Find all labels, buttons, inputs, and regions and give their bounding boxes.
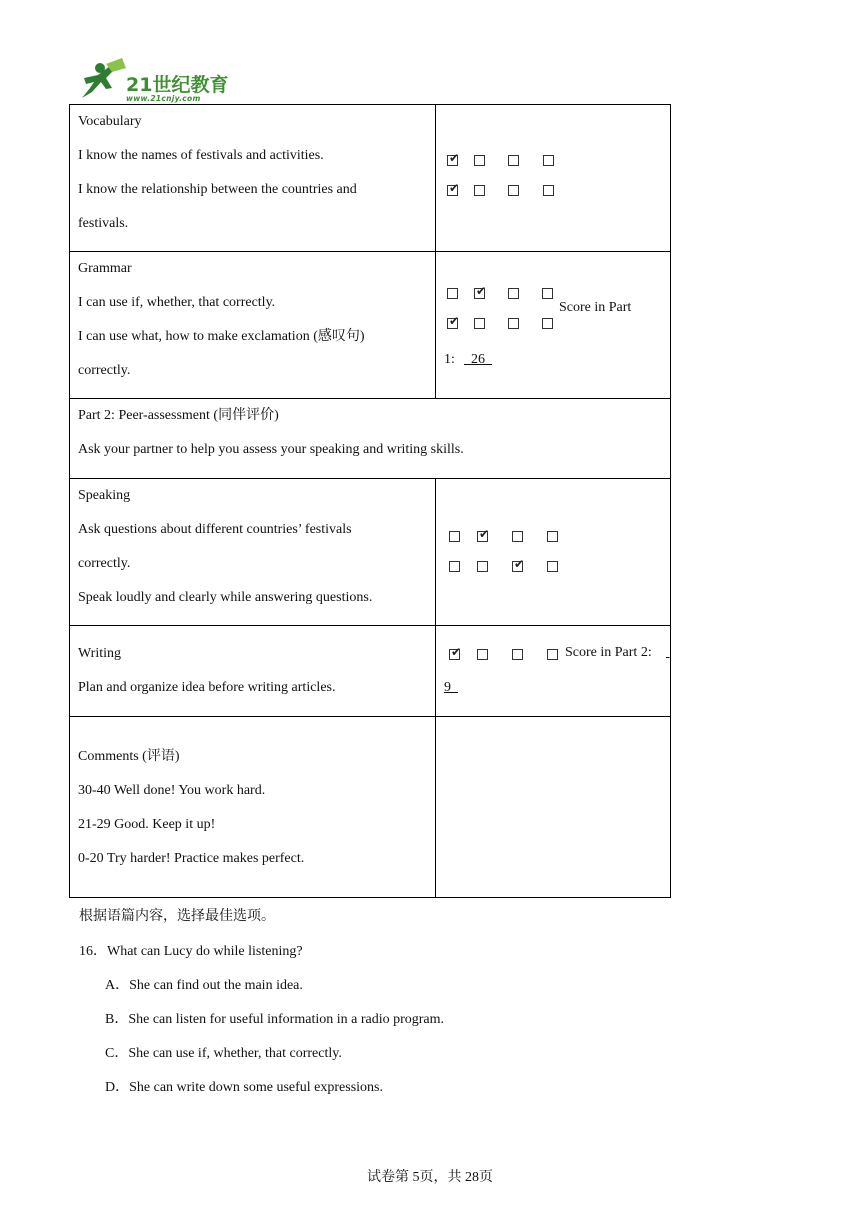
empty-checkbox[interactable] xyxy=(477,649,488,660)
option-c[interactable]: C．She can use if, whether, that correctly. xyxy=(105,1046,342,1061)
grammar-item-2: I can use what, how to make exclamation (感叹句) xyxy=(78,329,365,344)
speaking-item-1: Ask questions about different countries’ festivals xyxy=(78,522,352,537)
vocabulary-item-2: I know the relationship between the countries and xyxy=(78,182,357,197)
empty-checkbox[interactable] xyxy=(542,288,553,299)
option-d[interactable]: D．She can write down some useful expressions. xyxy=(105,1080,384,1095)
empty-checkbox[interactable] xyxy=(474,318,485,329)
checked-checkbox[interactable] xyxy=(474,284,487,299)
vocabulary-heading: Vocabulary xyxy=(78,114,142,129)
score-part2-blank xyxy=(666,645,670,661)
empty-checkbox[interactable] xyxy=(512,649,523,660)
comment-mid: 21-29 Good. Keep it up! xyxy=(78,817,216,832)
grammar-item-1: I can use if, whether, that correctly. xyxy=(78,295,276,310)
checkmark-icon: ✔ xyxy=(451,645,462,659)
empty-checkbox[interactable] xyxy=(508,288,519,299)
grammar-row xyxy=(70,252,671,399)
speaking-item-2: Speak loudly and clearly while answering questions. xyxy=(78,590,373,605)
empty-checkbox[interactable] xyxy=(508,318,519,329)
speaking-heading: Speaking xyxy=(78,488,131,503)
empty-checkbox[interactable] xyxy=(508,185,519,196)
vocabulary-item-2-cont: festivals. xyxy=(78,216,129,231)
grammar-rating-cell xyxy=(436,252,671,399)
grammar-heading: Grammar xyxy=(78,261,132,276)
checkmark-icon: ✔ xyxy=(476,284,487,298)
checkmark-icon: ✔ xyxy=(514,557,525,571)
empty-checkbox[interactable] xyxy=(477,561,488,572)
part2-instruction: Ask your partner to help you assess your speaking and writing skills. xyxy=(78,442,464,457)
checkmark-icon: ✔ xyxy=(449,181,460,195)
part2-row xyxy=(70,399,671,479)
writing-rating-cell xyxy=(436,626,671,717)
vocabulary-rating-cell xyxy=(436,105,671,252)
score-part1-value: 26 xyxy=(471,352,485,367)
logo xyxy=(76,58,246,104)
runner-logo-icon xyxy=(76,58,128,104)
comments-blank-cell xyxy=(436,717,671,898)
assessment-table xyxy=(69,104,671,898)
vocabulary-cell xyxy=(70,105,436,252)
comment-high: 30-40 Well done! You work hard. xyxy=(78,783,266,798)
speaking-rating-cell xyxy=(436,479,671,626)
speaking-cell xyxy=(70,479,436,626)
speaking-item-1-cont: correctly. xyxy=(78,556,131,571)
writing-row xyxy=(70,626,671,717)
vocabulary-item-1: I know the names of festivals and activities. xyxy=(78,148,324,163)
score-part2-label: Score in Part 2: xyxy=(565,645,652,660)
checkmark-icon: ✔ xyxy=(449,151,460,165)
checked-checkbox[interactable] xyxy=(447,181,460,196)
question-stem: 16．What can Lucy do while listening? xyxy=(79,944,303,959)
empty-checkbox[interactable] xyxy=(543,155,554,166)
empty-checkbox[interactable] xyxy=(547,561,558,572)
grammar-item-2-cont: correctly. xyxy=(78,363,131,378)
option-b[interactable]: B．She can listen for useful information in a radio program. xyxy=(105,1012,445,1027)
score-part1-prefix: 1: xyxy=(444,352,455,367)
grammar-cell xyxy=(70,252,436,399)
speaking-row xyxy=(70,479,671,626)
part2-cell xyxy=(70,399,671,479)
section-instruction: 根据语篇内容，选择最佳选项。 xyxy=(79,909,275,924)
comments-heading: Comments (评语) xyxy=(78,749,180,764)
checked-checkbox[interactable] xyxy=(447,151,460,166)
empty-checkbox[interactable] xyxy=(449,531,460,542)
score-part2-value: 9 xyxy=(444,680,451,695)
page-footer: 试卷第 5页，共 28页 xyxy=(367,1170,493,1185)
empty-checkbox[interactable] xyxy=(547,649,558,660)
logo-url-text: www.21cnjy.com xyxy=(126,94,201,103)
empty-checkbox[interactable] xyxy=(512,531,523,542)
option-a[interactable]: A．She can find out the main idea. xyxy=(105,978,303,993)
logo-brand-text: 21世纪教育 xyxy=(126,74,229,96)
empty-checkbox[interactable] xyxy=(543,185,554,196)
checked-checkbox[interactable] xyxy=(512,557,525,572)
checked-checkbox[interactable] xyxy=(447,314,460,329)
writing-heading: Writing xyxy=(78,646,121,661)
part2-heading: Part 2: Peer-assessment (同伴评价) xyxy=(78,408,279,423)
comments-cell xyxy=(70,717,436,898)
score-part1-label: Score in Part xyxy=(559,300,632,315)
comment-low: 0-20 Try harder! Practice makes perfect. xyxy=(78,851,305,866)
empty-checkbox[interactable] xyxy=(474,185,485,196)
checkmark-icon: ✔ xyxy=(449,314,460,328)
checked-checkbox[interactable] xyxy=(477,527,490,542)
checked-checkbox[interactable] xyxy=(449,645,462,660)
comments-row xyxy=(70,717,671,898)
empty-checkbox[interactable] xyxy=(447,288,458,299)
empty-checkbox[interactable] xyxy=(474,155,485,166)
checkmark-icon: ✔ xyxy=(479,527,490,541)
writing-cell xyxy=(70,626,436,717)
empty-checkbox[interactable] xyxy=(547,531,558,542)
empty-checkbox[interactable] xyxy=(449,561,460,572)
empty-checkbox[interactable] xyxy=(508,155,519,166)
vocabulary-row xyxy=(70,105,671,252)
writing-item-1: Plan and organize idea before writing articles. xyxy=(78,680,336,695)
empty-checkbox[interactable] xyxy=(542,318,553,329)
